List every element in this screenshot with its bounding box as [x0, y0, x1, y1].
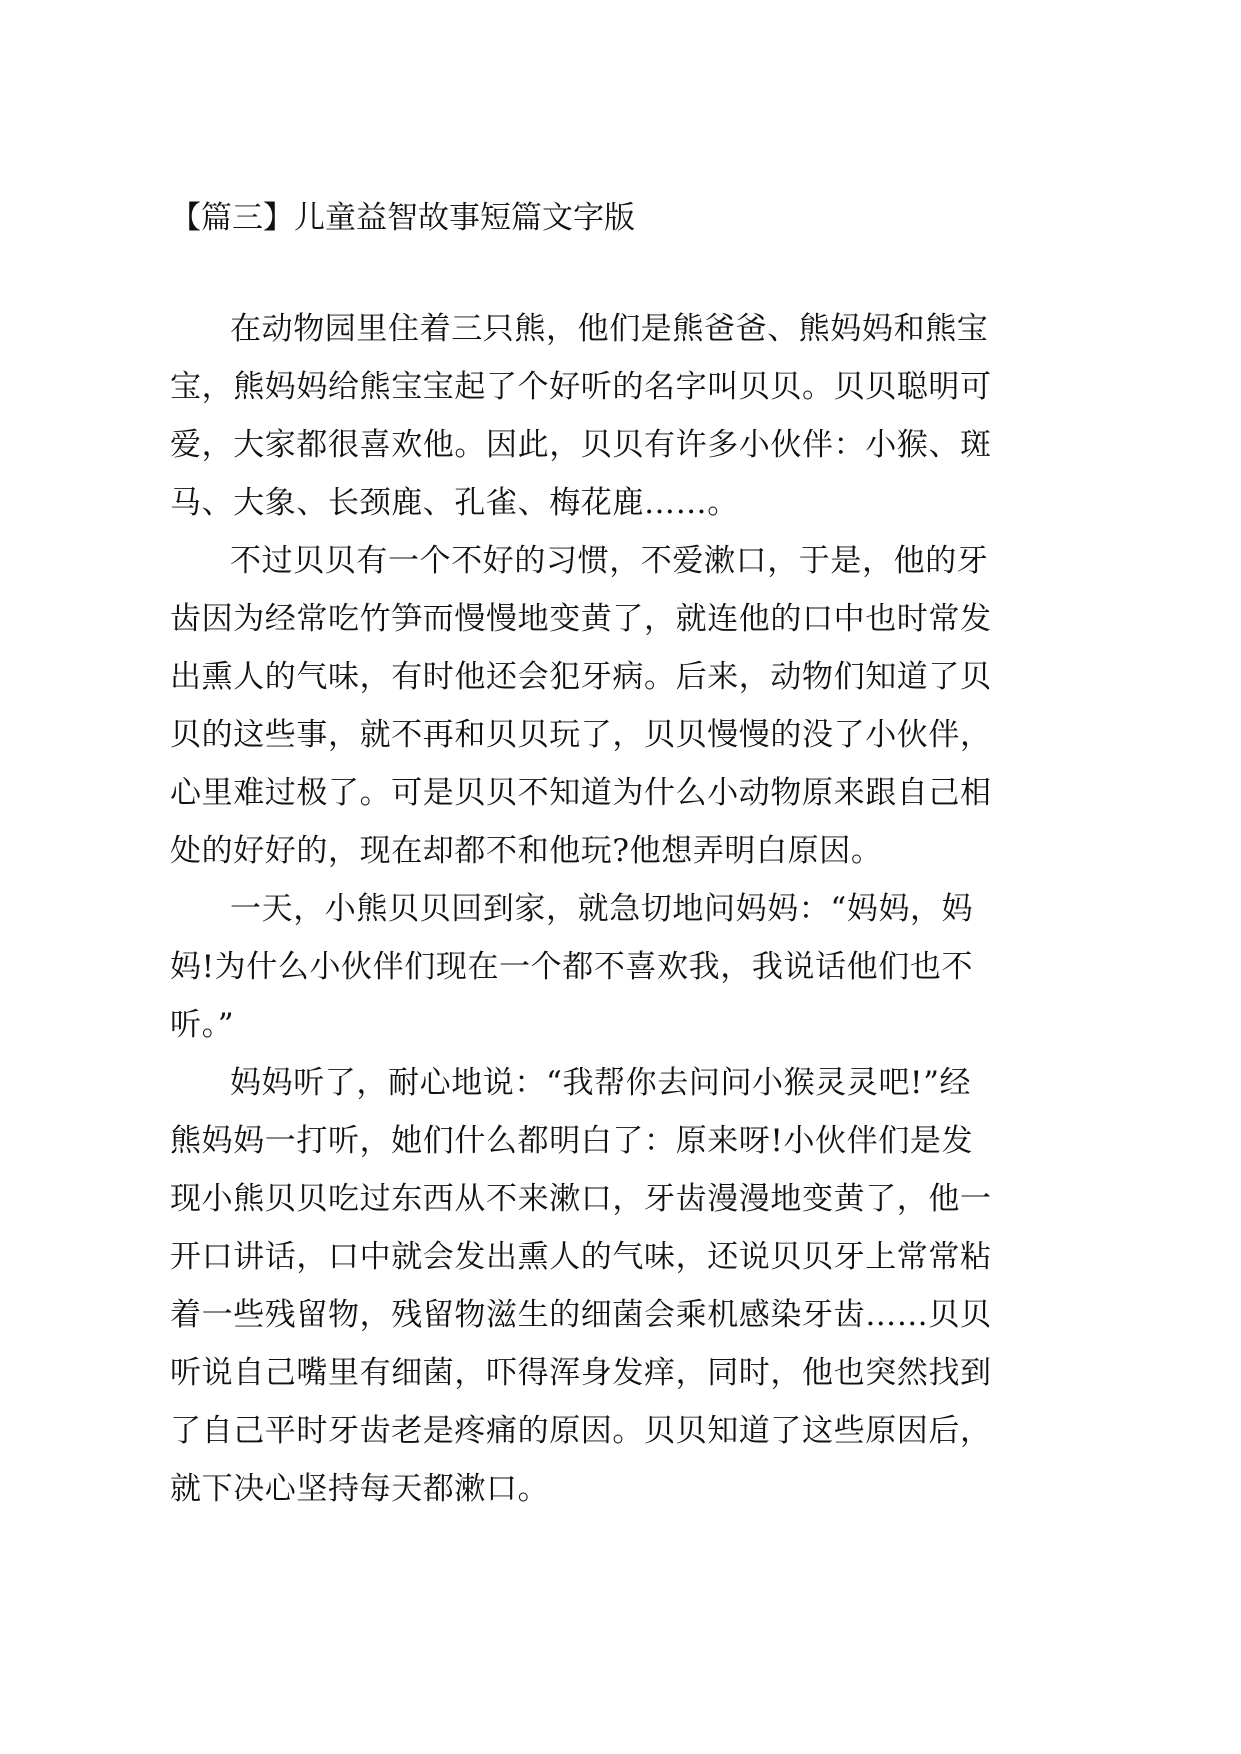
text-line: 就下决心坚持每天都漱口。	[170, 1471, 550, 1507]
paragraph	[170, 532, 1070, 880]
text-line: 贝的这些事，就不再和贝贝玩了，贝贝慢慢的没了小伙伴，	[170, 717, 992, 753]
paragraph	[170, 880, 1070, 1054]
document-body	[170, 300, 1070, 1518]
text-line: 心里难过极了。可是贝贝不知道为什么小动物原来跟自己相	[170, 775, 992, 811]
text-line: 马、大象、长颈鹿、孔雀、梅花鹿……。	[170, 485, 739, 521]
paragraph	[170, 300, 1070, 532]
text-line: 听说自己嘴里有细菌，吓得浑身发痒，同时，他也突然找到	[170, 1355, 992, 1391]
text-line: 在动物园里住着三只熊，他们是熊爸爸、熊妈妈和熊宝	[230, 311, 989, 347]
text-line: 处的好好的，现在却都不和他玩?他想弄明白原因。	[170, 833, 883, 869]
text-line: 着一些残留物，残留物滋生的细菌会乘机感染牙齿……贝贝	[170, 1297, 992, 1333]
text-line: 出熏人的气味，有时他还会犯牙病。后来，动物们知道了贝	[170, 659, 992, 695]
text-line: 开口讲话，口中就会发出熏人的气味，还说贝贝牙上常常粘	[170, 1239, 992, 1275]
text-line: 宝，熊妈妈给熊宝宝起了个好听的名字叫贝贝。贝贝聪明可	[170, 369, 992, 405]
text-line: 妈妈听了，耐心地说：“我帮你去问问小猴灵灵吧!”经	[230, 1065, 972, 1101]
text-line: 爱，大家都很喜欢他。因此，贝贝有许多小伙伴：小猴、斑	[170, 427, 992, 463]
text-line: 齿因为经常吃竹笋而慢慢地变黄了，就连他的口中也时常发	[170, 601, 992, 637]
text-line: 妈!为什么小伙伴们现在一个都不喜欢我，我说话他们也不	[170, 949, 974, 985]
paragraph	[170, 1054, 1070, 1518]
text-line: 一天，小熊贝贝回到家，就急切地问妈妈：“妈妈，妈	[230, 891, 974, 927]
text-line: 不过贝贝有一个不好的习惯，不爱漱口，于是，他的牙	[230, 543, 989, 579]
text-line: 了自己平时牙齿老是疼痛的原因。贝贝知道了这些原因后，	[170, 1413, 992, 1449]
text-line: 现小熊贝贝吃过东西从不来漱口，牙齿漫漫地变黄了，他一	[170, 1181, 992, 1217]
text-line: 听。”	[170, 1007, 235, 1043]
text-line: 熊妈妈一打听，她们什么都明白了：原来呀!小伙伴们是发	[170, 1123, 974, 1159]
document-title: 【篇三】儿童益智故事短篇文字版	[170, 200, 635, 236]
